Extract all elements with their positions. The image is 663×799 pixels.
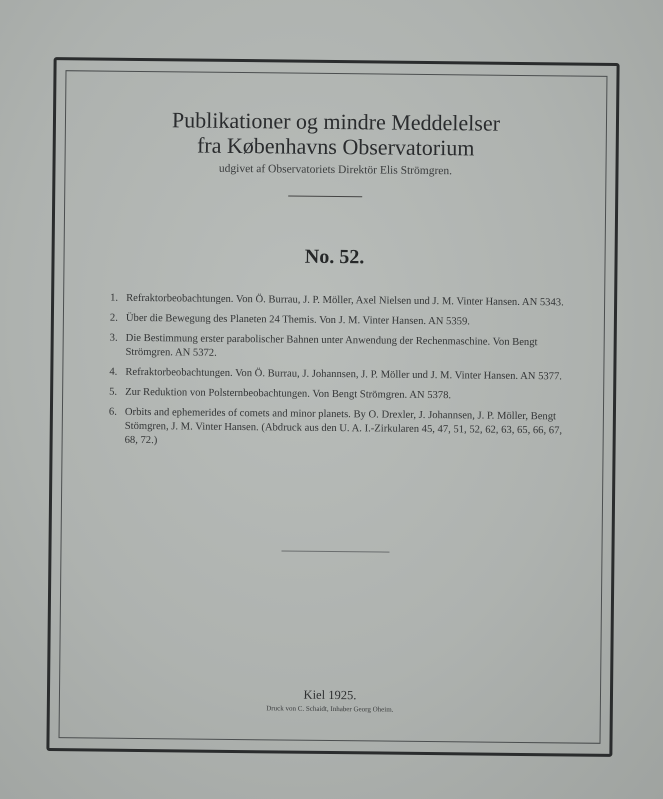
item-number: 3. <box>109 332 118 344</box>
contents-item <box>109 406 577 453</box>
contents-item <box>109 386 577 405</box>
item-number: 4. <box>109 366 118 378</box>
issue-number: No. 52. <box>304 245 365 269</box>
outer-border <box>46 57 619 757</box>
contents-item <box>109 332 577 365</box>
item-number: 6. <box>108 406 117 418</box>
item-text: Über die Bewegung des Planeten 24 Themis. Von J. M. Vinter Hansen. AN 5359. <box>125 312 470 328</box>
title-page-content <box>49 60 616 754</box>
contents-list <box>108 292 578 459</box>
closing-rule <box>281 550 389 552</box>
printer-line: Druck von C. Schaidt, Inhaber Georg Oheim. <box>266 704 394 714</box>
item-text: Die Bestimmung erster parabolischer Bahnen unter Anwendung der Rechenmaschine. Von Bengt Strömgren. AN 5372. <box>125 332 538 359</box>
contents-item <box>110 312 578 331</box>
item-text: Zur Reduktion von Polsternbeobachtungen. Von Bengt Strömgren. AN 5378. <box>125 386 452 402</box>
publisher-line: udgivet af Observatoriets Direktör Elis Strömgren. <box>218 162 453 178</box>
item-number: 2. <box>109 312 118 324</box>
item-number: 5. <box>109 386 118 398</box>
item-text: Refraktorbeobachtungen. Von Ö. Burrau, J. P. Möller, Axel Nielsen und J. M. Vinter Hansen. AN 5343. <box>126 292 564 309</box>
divider-rule <box>288 196 362 198</box>
title-line-1: Publikationer og mindre Meddelelser <box>171 107 501 136</box>
title-line-2: fra Københavns Observatorium <box>196 132 475 161</box>
contents-item <box>110 292 578 311</box>
publication-title <box>56 106 616 162</box>
contents-item <box>109 366 577 385</box>
item-text: Orbits and ephemerides of comets and minor planets. By O. Drexler, J. Johannsen, J. P. Möller, Bengt Stömgren, J. M. Vinter Hansen. (Abdruck aus den U. A. I.-Zirkularen 45, 47, 51, 52, 62, 63, 65, 66, 67, 68, 72.) <box>124 406 563 447</box>
item-text: Refraktorbeobachtungen. Von Ö. Burrau, J. Johannsen, J. P. Möller und J. M. Vinter Hansen. AN 5377. <box>125 366 562 383</box>
imprint-place-year: Kiel 1925. <box>303 687 357 703</box>
item-number: 1. <box>110 292 119 304</box>
